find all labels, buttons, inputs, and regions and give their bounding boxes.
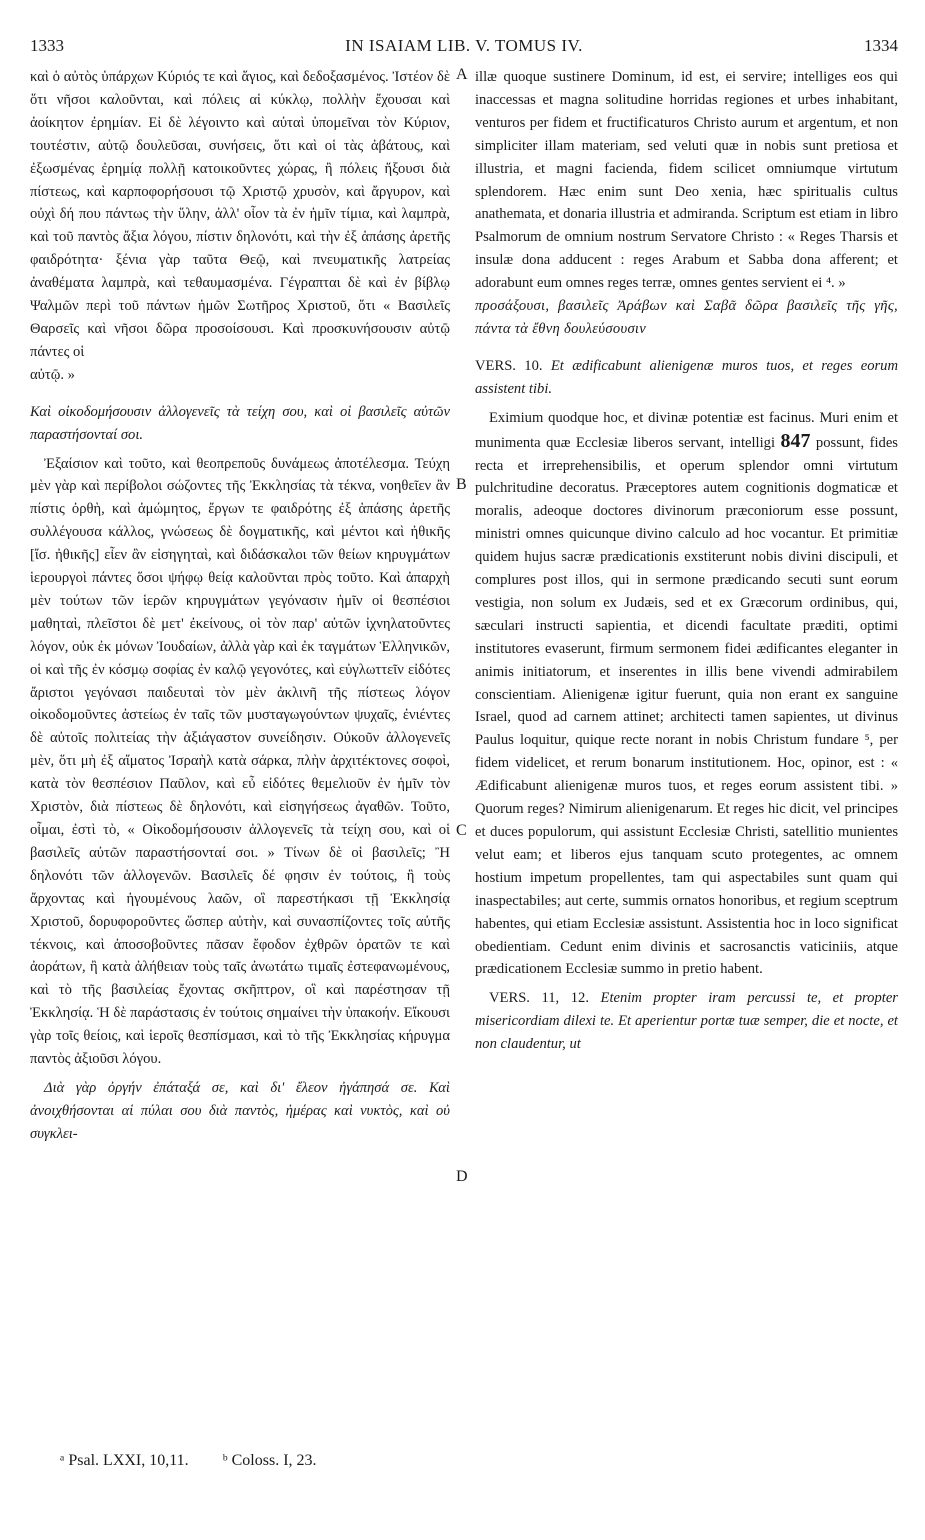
greek-column	[30, 66, 450, 1146]
footnote-a: ᵃ Psal. LXXI, 10,11.	[60, 1452, 189, 1469]
margin-letter-a: A	[456, 66, 468, 83]
latin-paragraph-1: illæ quoque sustinere Dominum, id est, ei servire; intelliges eos qui inaccessas et magna solitudine horridas regiones et urbes inhabitant, venturos per fidem et fructificaturos Christo aurum et argentum, et non simpliciter illam materiam, sed veluti quæ in nobis sunt pretiosa et illustria, et magni facienda, fidem scilicet omniumque virtutum splendorem. Hæc enim sunt Deo xenia, hæc spiritualis cultus anathemata, et donaria illustria et admiranda. Scriptum est etiam in libro Psalmorum de omnium nostrum Servatore Christo : « Reges Tharsis et insulæ dona adducent : reges Arabum et Sabba dona afferent; et adorabunt eum omnes reges terræ, omnes gentes servient ei ⁴. »	[475, 69, 898, 292]
latin-paragraph-2	[475, 407, 898, 982]
column-number: 847	[780, 429, 811, 452]
page-number-right: 1334	[864, 36, 898, 55]
verse-10-text: Et ædificabunt alienigenæ muros tuos, et reges eorum assistent tibi.	[475, 357, 899, 397]
margin-letter-d: D	[456, 1168, 468, 1185]
latin-verse-11	[475, 987, 898, 1056]
latin-column	[475, 66, 898, 1056]
margin-letter-c: C	[456, 822, 467, 839]
footnotes	[60, 1452, 347, 1470]
greek-paragraph-1: καὶ ὁ αὐτὸς ὑπάρχων Κύριός τε καὶ ἅγιος, καὶ δεδοξασμένος. Ἰστέον δὲ ὅτι νῆσοι καλοῦνται, καὶ πόλεις αἱ κύκλῳ, πολλὴν ἔχουσαι καὶ ἀοίκητον ἐρημίαν. Εἰ δὲ λέγοιντο καὶ αὐταὶ ὑπομεῖναι τὸν Κύριον, τουτέστιν, αὐτῷ δουλεῦσαι, συνήσεις, ὅτι καὶ οἱ τὰς ἀβάτους, καὶ ἐξωσμένας ἐρημίᾳ πολλῇ κατοικοῦντες χώρας, ἢ πόλεις ἥξουσι διὰ πίστεως, καὶ καρποφορήσουσι τῷ Χριστῷ χρυσὸν, καὶ ἄργυρον, καὶ οὐχὶ δή που πάντως τὴν ὕλην, ἀλλ' οἷον τὰ ἐν ἡμῖν τίμια, καὶ λαμπρὰ, καὶ τοῦ παντὸς ἄξια λόγου, πίστιν δηλονότι, καὶ τὴν ἐξ ἁπάσης ἀρετῆς φαιδρότητα· ξένια γὰρ ταῦτα Θεῷ, καὶ πνευματικῆς λατρείας ἀναθέματα λαμπρὰ, καὶ τεθαυμασμένα. Γέγραπται δὲ καὶ ἐν βίβλῳ Ψαλμῶν περὶ τοῦ πάντων ἡμῶν Σωτῆρος Χριστοῦ, ὅτι « Βασιλεῖς Θαρσεῖς καὶ νῆσοι δῶρα προσοίσουσι. Καὶ προσκυνήσουσιν αὐτῷ πάντες οἱ	[30, 69, 450, 360]
running-header	[30, 36, 898, 60]
greek-paragraph-2: Ἐξαίσιον καὶ τοῦτο, καὶ θεοπρεποῦς δυνάμεως ἀποτέλεσμα. Τεύχη μὲν γὰρ καὶ περίβολοι σώζοντες τῆς Ἐκκλησίας τὰ τέκνα, νοηθεῖεν ἂν πίστις ὀρθὴ, καὶ ἀμώμητος, ἔργων τε φαιδρότης ἐξ ἁπάσης ἀρετῆς συλλέγουσα κάλλος, γνώσεως δὲ δογματικῆς, καὶ μέντοι καὶ ἠθικῆς [ἴσ. ἠθικῆς] εἶεν ἂν εἰσηγηταὶ, καὶ διδάσκαλοι τῶν θείων κηρυγμάτων ἱερουργοὶ πάντες ὅσοι ψήφῳ θείᾳ καλοῦνται πρὸς τοῦτο. Καὶ ἀπαρχὴ μὲν τούτων τῶν ἱερῶν κηρυγμάτων γεγόνασιν ἡμῖν οἱ θεσπέσιοι μαθηταὶ, πλεῖστοι δὲ μετ' ἐκείνους, οἱ τὸν παρ' αὐτῶν ἰχνηλατοῦντες λόγον, οὐκ ἐκ μόνων Ἰουδαίων, ἀλλὰ γὰρ καὶ ἐκ ταγμάτων Ἑλληνικῶν, οἱ καὶ τῆς ἐν κόσμῳ σοφίας ἐν καλῷ γεγονότες, καὶ εὐγλωττεῖν εἰδότες ἄριστοι γεγόνασι παιδευταὶ τὸν μὲν ἀκλινῆ τῆς πίστεως λόγον οἰκοδομοῦντες ἀστείως ἐν ταῖς τῶν μυσταγωγούντων ψυχαῖς, ἐνιέντες δὲ αὐτοῖς πολιτείας τὴν ἀξιάγαστον συνείδησιν. Οὐκοῦν ἀλλογενεῖς μὲν, ὅτι μὴ ἐξ αἵματος Ἰσραὴλ κατὰ σάρκα, πλὴν ἀρχιτέκτονες σοφοὶ, κατὰ τὸν θεσπέσιον Παῦλον, καὶ εὖ εἰδότες θεμελιοῦν ἐν ἡμῖν τὸν Χριστὸν, διὰ πίστεως δὲ δηλονότι, καὶ εἰσηγήσεως ἀγαθῶν. Τοῦτο, οἶμαι, ἐστὶ τὸ, « Οἰκοδομήσουσιν ἀλλογενεῖς τὰ τείχη σου, καὶ οἱ βασιλεῖς αὐτῶν παραστήσονταί σοι. » Τίνων δὲ οἱ βασιλεῖς; Ἢ δηλονότι τῶν ἀλλογενῶν. Βασιλεῖς δέ φησιν ἐν τούτοις, ἢ τοὺς ἄρχοντας καὶ ἡγουμένους λαῶν, οἳ παρεστήκασι τῇ Ἐκκλησίᾳ Χριστοῦ, δορυφοροῦντες ὥσπερ αὐτὴν, καὶ συνασπίζοντες τοῖς αὐτῆς τέκνοις, καὶ ἀποσοβοῦντες πᾶσαν ἔφοδον ἐχθρῶν ὁρατῶν τε καὶ ἀοράτων, ἢ κατὰ ἀλήθειαν τοὺς ταῖς ἀνωτάτω τιμαῖς ἐστεφανωμένους, καὶ τὸ τῆς βασιλείας ἔχοντας σκῆπτρον, οἳ καὶ παρέστησαν τῇ Ἐκκλησίᾳ. Ἡ δὲ παράστασις ἐν τούτοις σημαίνει τὴν ὑπακοήν. Εἴκουσι γὰρ τοῖς θείοις, καὶ ἱεροῖς θεσπίσμασι, καὶ τὸ τῆς Ἐκκλησίας κήρυγμα παντὸς ἀξιοῦσι λόγου.	[30, 455, 450, 1068]
page-number-left: 1333	[30, 36, 64, 55]
greek-paragraph-1-end: αὐτῷ. »	[30, 366, 75, 383]
latin-verse-10	[475, 355, 898, 401]
greek-verse-11: Διὰ γὰρ ὀργήν ἐπάταξά σε, καὶ δι' ἔλεον ἠγάπησά σε. Καὶ ἀνοιχθήσονται αἱ πύλαι σου διὰ παντὸς, ἡμέρας καὶ νυκτὸς, καὶ οὐ συγκλει-	[30, 1079, 450, 1142]
greek-insert-line: προσάξουσι, βασιλεῖς Ἀράβων καὶ Σαβᾶ δῶρα βασιλεῖς τῆς γῆς, πάντα τὰ ἔθνη δουλεύσουσιν	[475, 298, 898, 337]
latin-paragraph-2-a: Eximium quodque hoc, et divinæ potentiæ est facinus. Muri enim et munimenta quæ Ecclesiæ liberos servant, intelligi	[475, 409, 898, 451]
latin-paragraph-2-b: possunt, fides recta et irreprehensibilis, et operum splendor omni virtutum pulchritudine decoratus. Præceptores autem cognitionis dogmaticæ et moralis, adeoque doctores divinorum præconiorum esse possunt, ministri omnes quicunque divino calculo ad hoc vocantur. Et primitiæ quidem hujus sacræ prædicationis exstiterunt nobis divini discipuli, et complures post illos, qui in sermone prædicando secuti sunt eorum vestigia, non solum ex Judæis, sed et ex Græcorum ordinibus, qui, sæculari instructi sapientia, et dicendi facultate præditi, optimi institutores evaserunt, firmum sermonem fidei ædificantes eleganter in animis initiatorum, et inserentes in illis bene vivendi admirabilem conscientiam. Alienigenæ igitur fuerunt, quia non erant ex sanguine Israel, quod ad carnem attinet; architecti tamen sapientes, ut divinus Paulus loquitur, quique recte norant in nobis Christum fundare ⁵, per fidem videlicet, et rerum bonarum institutionem. Hoc, opinor, est : « Ædificabunt alienigenæ muros tuos, et reges eorum assistent tibi. » Quorum reges? Nimirum alienigenarum. Et reges hic dicit, vel principes et duces populorum, qui assistunt Ecclesiæ Christi, satellitio munientes velut eam; et liberos ejus tanquam scuto protegentes, ac omnem hostium impetum propellentes, tam qui aspectabiles sunt quam qui inaspectabiles; aut certe, summis ornatos honoribus, et regium sceptrum habentes, qui etiam Ecclesiæ assistunt. Assistentia hoc in loco significat obedientiam. Cedunt enim divinis et sacrosanctis vaticiniis, atque prædicationem Ecclesiæ summo in pretio habent.	[475, 434, 898, 978]
verse-10-label: VERS. 10.	[475, 357, 543, 374]
margin-letter-b: B	[456, 476, 467, 493]
verse-11-text: Etenim propter iram percussi te, et propter misericordiam dilexi te. Et aperientur portæ tuæ semper, die et nocte, et non claudentur, ut	[475, 990, 898, 1053]
footnote-b: ᵇ Coloss. I, 23.	[222, 1452, 317, 1469]
running-title: IN ISAIAM LIB. V. TOMUS IV.	[345, 36, 583, 55]
verse-11-label: VERS. 11, 12.	[489, 990, 589, 1007]
greek-verse-10: Καὶ οἰκοδομήσουσιν ἀλλογενεῖς τὰ τείχη σου, καὶ οἱ βασιλεῖς αὐτῶν παραστήσονταί σοι.	[30, 403, 450, 443]
